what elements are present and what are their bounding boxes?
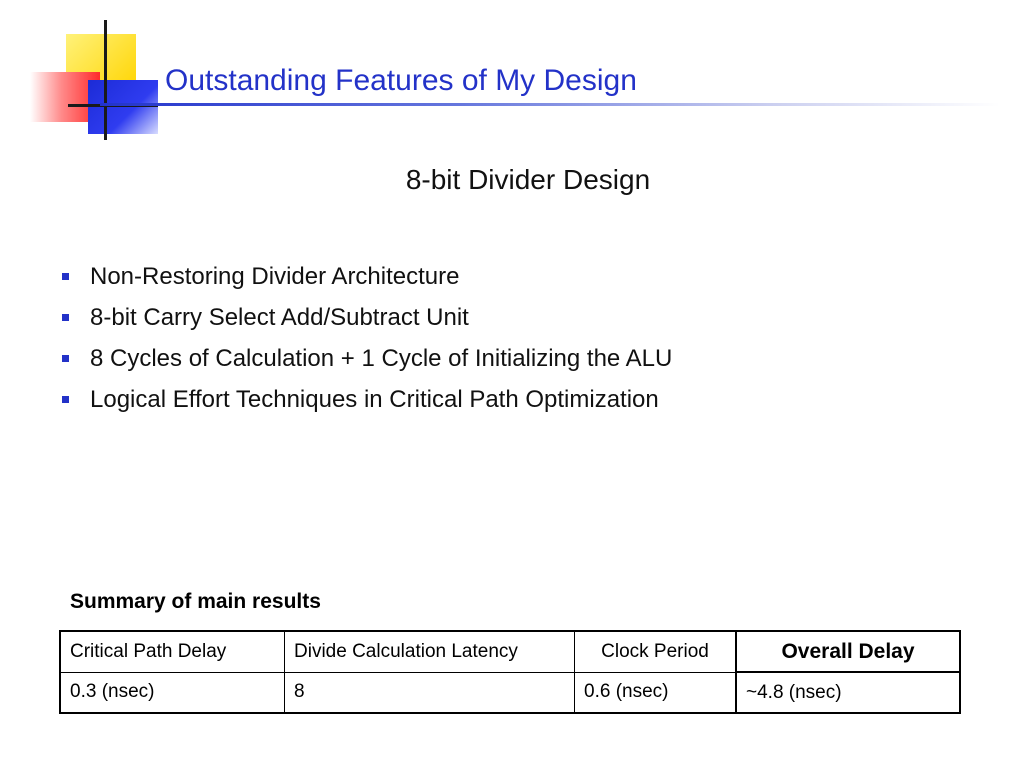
slide-subtitle: 8-bit Divider Design	[405, 164, 651, 195]
bullet-square-icon	[62, 396, 69, 403]
header-clock-period: Clock Period	[575, 631, 737, 672]
summary-heading: Summary of main results	[70, 590, 321, 613]
bullet-square-icon	[62, 314, 69, 321]
header-overall-delay: Overall Delay	[736, 631, 960, 672]
bullet-square-icon	[62, 273, 69, 280]
value-critical-path-delay: 0.3 (nsec)	[60, 672, 285, 713]
vertical-line-decoration	[104, 20, 107, 140]
bullet-square-icon	[62, 355, 69, 362]
value-overall-delay: ~4.8 (nsec)	[736, 672, 960, 713]
bullet-text: 8-bit Carry Select Add/Subtract Unit	[90, 303, 469, 331]
header-critical-path-delay: Critical Path Delay	[60, 631, 285, 672]
table-header-row	[60, 631, 960, 672]
slide-title: Outstanding Features of My Design	[165, 64, 637, 97]
results-table	[59, 630, 961, 714]
corner-decoration	[0, 0, 170, 150]
bullet-item	[62, 379, 672, 420]
title-underline	[100, 103, 1000, 106]
bullet-list	[62, 256, 672, 420]
value-clock-period: 0.6 (nsec)	[575, 672, 737, 713]
bullet-text: 8 Cycles of Calculation + 1 Cycle of Initializing the ALU	[90, 344, 673, 372]
bullet-text: Non-Restoring Divider Architecture	[90, 262, 460, 290]
bullet-item	[62, 338, 672, 379]
table-row	[60, 672, 960, 713]
value-divide-latency: 8	[285, 672, 575, 713]
bullet-item	[62, 256, 672, 297]
bullet-text: Logical Effort Techniques in Critical Path Optimization	[90, 385, 659, 413]
bullet-item	[62, 297, 672, 338]
header-divide-latency: Divide Calculation Latency	[285, 631, 575, 672]
blue-square-decoration	[88, 80, 158, 134]
